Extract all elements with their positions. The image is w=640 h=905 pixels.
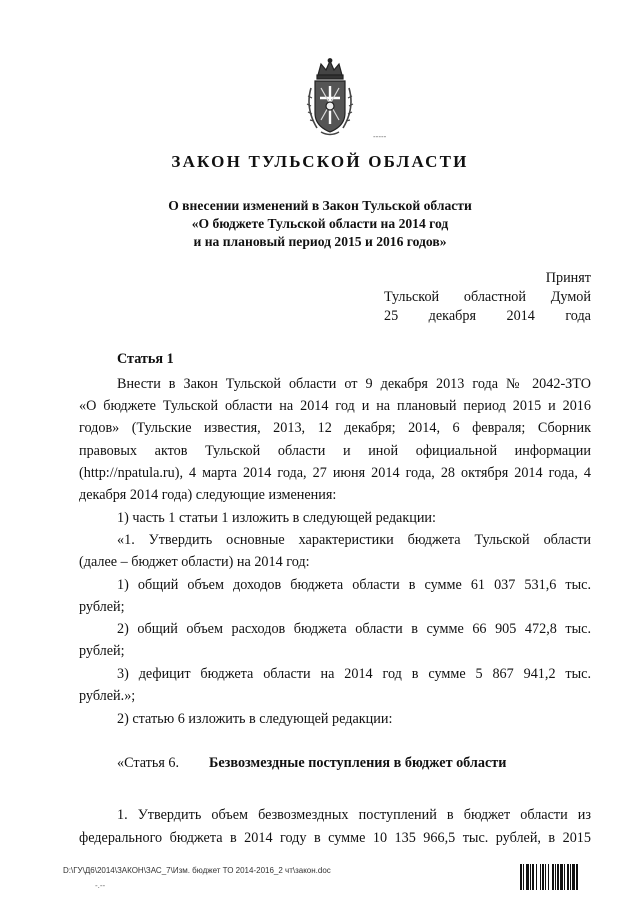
subtitle-line-3: и на плановый период 2015 и 2016 годов» — [193, 234, 447, 249]
barcode-bar — [530, 864, 531, 890]
barcode-bar — [557, 864, 559, 890]
article-1-line: «О бюджете Тульской области на 2014 год и на плановый период 2015 и 2016 — [79, 398, 591, 414]
barcode-bar — [520, 864, 522, 890]
article-6-line: 1. Утвердить объем безвозмездных поступлений в бюджет области из — [117, 807, 591, 823]
article-1-line: 2) общий объем расходов бюджета области в сумме 66 905 472,8 тыс. — [117, 621, 591, 637]
article-1-line: «1. Утвердить основные характеристики бюджета Тульской области — [117, 532, 591, 548]
article-1-line: годов» (Тульские известия, 2013, 12 декабря; 2014, 6 февраля; Сборник — [79, 420, 591, 436]
article-1-line: (http://npatula.ru), 4 марта 2014 года, 27 июня 2014 года, 28 октября 2014 года, 4 — [79, 465, 591, 481]
barcode-bar — [545, 864, 546, 890]
adoption-word: областной — [463, 289, 526, 305]
article-1-line: рублей; — [79, 599, 125, 615]
barcode-bar — [567, 864, 569, 890]
adoption-word: Тульской — [384, 289, 440, 305]
article-1-line: 2) статью 6 изложить в следующей редакции: — [117, 711, 393, 727]
article-1-line: 1) часть 1 статьи 1 изложить в следующей редакции: — [117, 510, 436, 526]
adoption-line-2 — [384, 289, 591, 306]
adoption-word: Думой — [550, 289, 591, 305]
scan-mark: ----- — [373, 132, 387, 141]
barcode-bar — [548, 864, 549, 890]
adoption-month: декабря — [428, 308, 476, 324]
barcode-bar — [570, 864, 571, 890]
barcode-bar — [532, 864, 534, 890]
barcode-bar — [526, 864, 529, 890]
article-1-line: правовых актов Тульской области и иной официальной информации — [79, 443, 591, 459]
article-1-line: рублей; — [79, 643, 125, 659]
barcode-bar — [540, 864, 541, 890]
barcode — [520, 864, 612, 890]
adoption-date — [384, 308, 591, 325]
article-1-line: (далее – бюджет области) на 2014 год: — [79, 554, 310, 570]
subtitle-line-2: «О бюджете Тульской области на 2014 год — [191, 216, 449, 231]
barcode-bar — [555, 864, 556, 890]
adoption-line-1: Принят — [545, 270, 591, 286]
article-1-line: 3) дефицит бюджета области на 2014 год в сумме 5 867 941,2 тыс. — [117, 666, 591, 682]
footer-file-path: D:\ГУ\Д6\2014\ЗАКОН\ЗАС_7\Изм. бюджет ТО 2014-2016_2 чт\закон.doc — [63, 866, 331, 875]
subtitle-line-1: О внесении изменений в Закон Тульской области — [168, 198, 472, 213]
article-1-heading: Статья 1 — [117, 351, 174, 367]
article-1-line: Внести в Закон Тульской области от 9 декабря 2013 года № 2042-ЗТО — [117, 376, 591, 392]
barcode-bar — [576, 864, 578, 890]
barcode-bar — [572, 864, 575, 890]
article-6-line: федерального бюджета в 2014 году в сумме 10 135 966,5 тыс. рублей, в 2015 — [79, 830, 591, 846]
adoption-day: 25 — [384, 308, 399, 324]
barcode-bar — [523, 864, 524, 890]
adoption-word: года — [565, 308, 591, 324]
coat-of-arms-emblem — [301, 58, 359, 138]
barcode-bar — [542, 864, 544, 890]
barcode-bar — [564, 864, 565, 890]
adoption-year: 2014 — [506, 308, 535, 324]
barcode-bar — [560, 864, 563, 890]
article-1-line: рублей.»; — [79, 688, 136, 704]
scan-mark: -.-- — [95, 881, 106, 890]
barcode-bar — [552, 864, 554, 890]
article-6-heading: Безвозмездные поступления в бюджет области — [209, 755, 507, 771]
barcode-bar — [536, 864, 537, 890]
article-1-line: 1) общий объем доходов бюджета области в сумме 61 037 531,6 тыс. — [117, 577, 591, 593]
article-1-line: декабря 2014 года) следующие изменения: — [79, 487, 337, 503]
document-title: ЗАКОН ТУЛЬСКОЙ ОБЛАСТИ — [171, 152, 469, 171]
article-6-label: «Статья 6. — [117, 755, 180, 771]
